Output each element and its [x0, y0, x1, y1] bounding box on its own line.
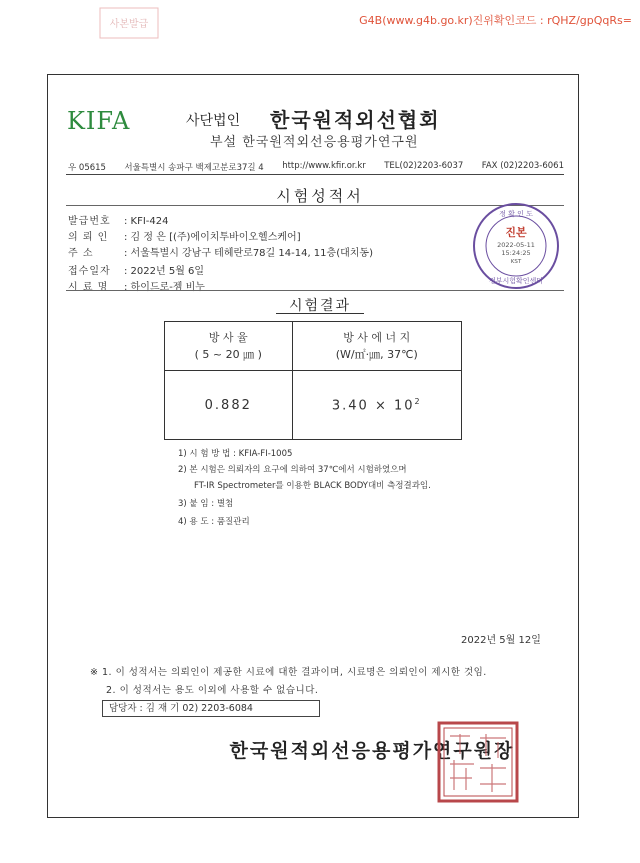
address: 서울특별시 송파구 백제고분로37길 4 [124, 163, 264, 173]
svg-text:KST: KST [510, 259, 522, 265]
sub-org: 부설 한국원적외선응용평가연구원 [210, 135, 419, 150]
results-table [164, 321, 462, 440]
svg-text:정 확 인 도: 정 확 인 도 [499, 210, 533, 218]
issue-date: 2022년 5월 12일 [461, 635, 541, 646]
emissivity-value: 0.882 [165, 371, 293, 440]
note-attachment: 3) 붙 임 : 별첨 [178, 499, 234, 509]
note-test-method: 1) 시 험 방 법 : KFIA-FI-1005 [178, 449, 293, 459]
svg-text:2022-05-11: 2022-05-11 [497, 241, 535, 249]
field-address: 주 소 : 서울특별시 강남구 테헤란로78길 14-14, 11층(대치동) [68, 248, 373, 259]
results-title-underline [276, 313, 364, 314]
svg-text:15:24:25: 15:24:25 [501, 249, 531, 257]
verification-code: G4B(www.g4b.go.kr)진위확인코드 : rQHZ/gpQqRs= [359, 14, 632, 27]
note-purpose: 4) 용 도 : 품질관리 [178, 517, 250, 527]
results-title: 시험결과 [288, 298, 352, 314]
emissivity-header: 방 사 율 ( 5 ~ 20 ㎛ ) [165, 322, 293, 371]
postal-code: 우 05615 [68, 163, 106, 173]
remark-2: 2. 이 성적서는 용도 이외에 사용할 수 없습니다. [106, 685, 319, 696]
remark-1: ※ 1. 이 성적서는 의뢰인이 제공한 시료에 대한 결과이며, 시료명은 의뢰인이 제시한 것임. [90, 667, 487, 678]
field-received-date: 접수일자 : 2022년 5월 6일 [68, 266, 205, 277]
svg-text:사본발급: 사본발급 [109, 19, 149, 30]
corp-type: 사단법인 [186, 113, 241, 129]
note-test-condition: 2) 본 시험은 의뢰자의 요구에 의하여 37℃에서 시험하였으며 [178, 465, 407, 475]
website: http://www.kfir.or.kr [282, 161, 366, 171]
fax: FAX (02)2203-6061 [481, 161, 564, 171]
field-issue-number: 발급번호 : KFI-424 [68, 216, 169, 227]
document-title: 시험성적서 [276, 187, 364, 205]
official-seal [436, 720, 520, 804]
contact-box: 담당자 : 김 재 기 02) 2203-6084 [102, 700, 320, 717]
energy-value: $3.40 \times 10^2$ [292, 371, 461, 440]
energy-header: 방 사 에 너 지 (W/㎡·㎛, 37℃) [292, 322, 461, 371]
telephone: TEL(02)2203-6037 [384, 161, 464, 171]
institution-name: 한국원적외선응용평가연구원장 [229, 740, 515, 762]
field-requester: 의 뢰 인 : 김 정 은 [(주)에이치투바이오헬스케어] [68, 232, 301, 243]
copy-stamp [98, 6, 160, 40]
divider [66, 174, 564, 175]
svg-text:정부시험확인센터: 정부시험확인센터 [488, 277, 544, 285]
authenticity-stamp [470, 200, 562, 292]
svg-text:진본: 진본 [505, 226, 527, 239]
org-name: 한국원적외선협회 [270, 108, 441, 132]
field-sample-name: 시 료 명 : 하이드로-젬 비누 [68, 282, 205, 293]
address-line [68, 161, 564, 173]
note-test-condition-cont: FT-IR Spectrometer를 이용한 BLACK BODY대비 측정결과임. [194, 481, 431, 491]
kifa-logo: KIFA [67, 107, 131, 135]
